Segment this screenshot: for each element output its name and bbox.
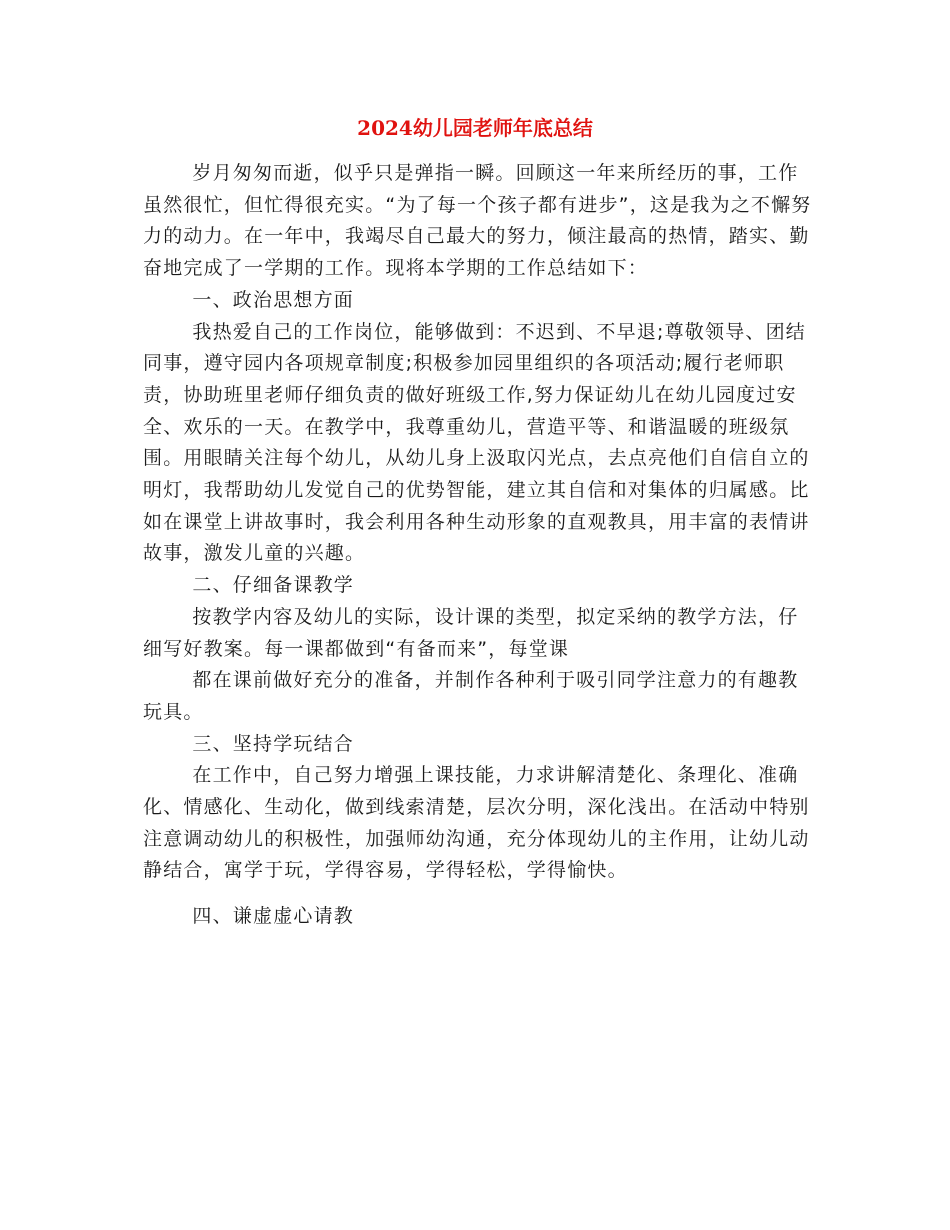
section-heading-learn-play: 三、坚持学玩结合: [192, 732, 354, 755]
lesson-prep-paragraph-1: 按教学内容及幼儿的实际，设计课的类型，拟定采纳的教学方法，仔细写好教案。每一课都做到“有备而来”，每堂课: [143, 605, 799, 660]
section-heading-lesson-prep: 二、仔细备课教学: [192, 574, 354, 597]
document-title: 2024幼儿园老师年底总结: [357, 116, 593, 140]
section-heading-politics: 一、政治思想方面: [192, 288, 354, 311]
learn-play-paragraph: 在工作中，自己努力增强上课技能，力求讲解清楚化、条理化、准确化、情感化、生动化，做到线索清楚，层次分明，深化浅出。在活动中特别注意调动幼儿的积极性，加强师幼沟通，充分体现幼儿的主作用，让幼儿动静结合，寓学于玩，学得容易，学得轻松，学得愉快。: [143, 764, 810, 882]
intro-paragraph: 岁月匆匆而逝，似乎只是弹指一瞬。回顾这一年来所经历的事，工作虽然很忙，但忙得很充实。“为了每一个孩子都有进步”，这是我为之不懈努力的动力。在一年中，我竭尽自己最大的努力，倾注最高的热情，踏实、勤奋地完成了一学期的工作。现将本学期的工作总结如下：: [143, 162, 812, 280]
section-heading-humility: 四、谦虚虚心请教: [192, 905, 354, 928]
politics-paragraph: 我热爱自己的工作岗位，能够做到：不迟到、不早退;尊敬领导、团结同事，遵守园内各项规章制度;积极参加园里组织的各项活动;履行老师职责，协助班里老师仔细负责的做好班级工作,努力保证幼儿在幼儿园度过安全、欢乐的一天。在教学中，我尊重幼儿，营造平等、和谐温暖的班级氛围。用眼睛关注每个幼儿，从幼儿身上汲取闪光点，去点亮他们自信自立的明灯，我帮助幼儿发觉自己的优势智能，建立其自信和对集体的归属感。比如在课堂上讲故事时，我会利用各种生动形象的直观教具，用丰富的表情讲故事，激发儿童的兴趣。: [143, 320, 810, 565]
lesson-prep-paragraph-2: 都在课前做好充分的准备，并制作各种利于吸引同学注意力的有趣教玩具。: [143, 669, 799, 723]
document-body: [143, 158, 815, 933]
